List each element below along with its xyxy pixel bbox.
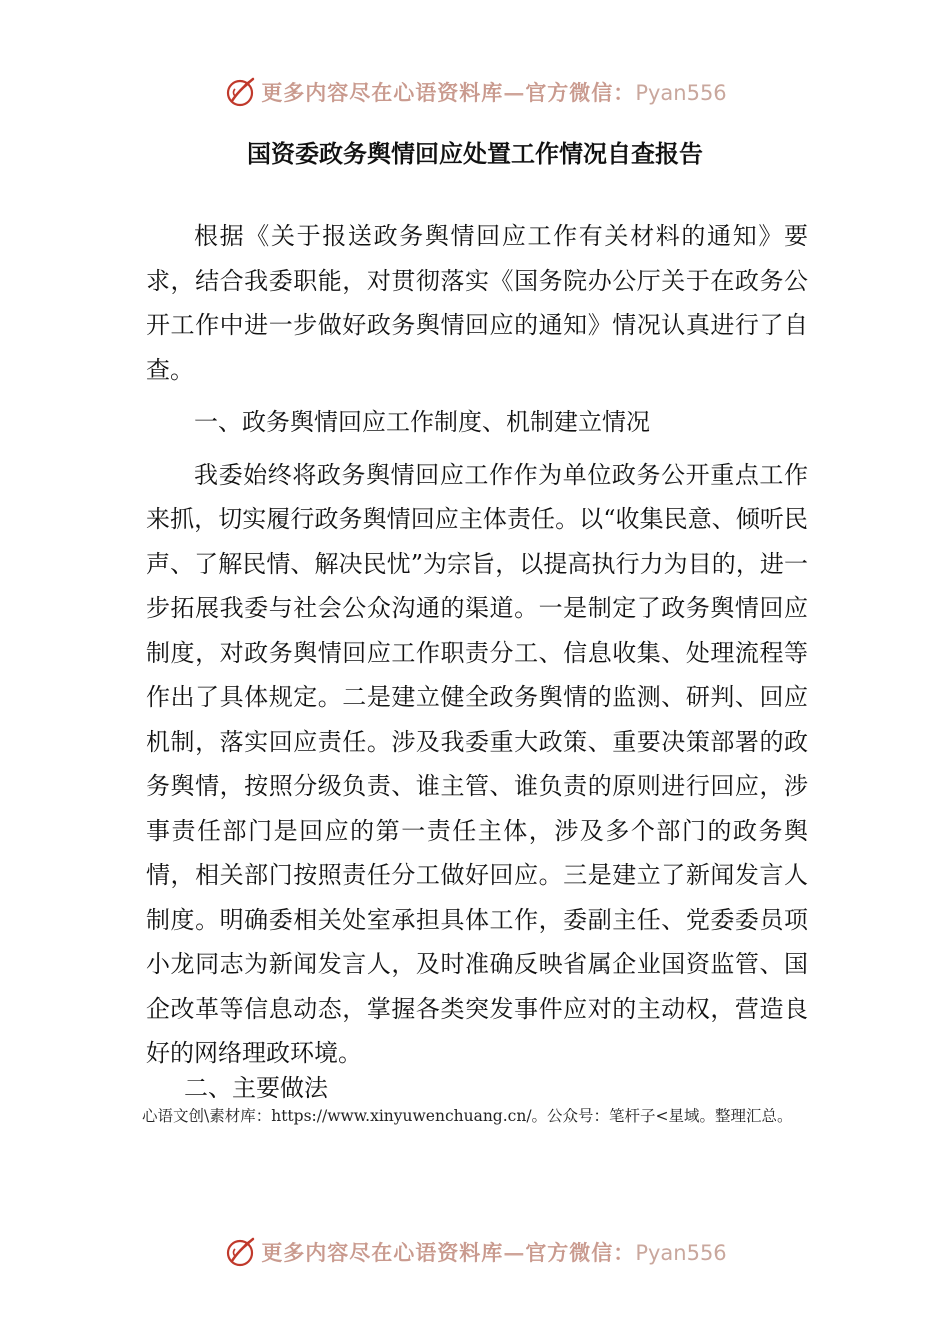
banner-wechat-label: 官方微信： (525, 1240, 636, 1265)
section-two-heading: 二、主要做法 (184, 1074, 328, 1102)
feather-logo-icon (223, 75, 257, 109)
section-one-heading: 一、政务舆情回应工作制度、机制建立情况 (194, 408, 650, 436)
source-footnote: 心语文创\素材库：https://www.xinyuwenchuang.cn/。公众号：笔杆子<星域。整理汇总。 (142, 1107, 793, 1125)
bottom-banner (0, 1232, 950, 1272)
intro-paragraph: 根据《关于报送政务舆情回应工作有关材料的通知》要求，结合我委职能，对贯彻落实《国务院办公厅关于在政务公开工作中进一步做好政务舆情回应的通知》情况认真进行了自查。 (146, 222, 808, 384)
banner-prefix: 更多内容尽在心语资料库 (261, 1240, 504, 1265)
banner-wechat-id: Pyan556 (635, 81, 727, 105)
banner-prefix: 更多内容尽在心语资料库 (261, 80, 504, 105)
banner-text (261, 1237, 726, 1267)
document-body (146, 214, 808, 1084)
banner-wechat-label: 官方微信： (525, 80, 636, 105)
document-title: 国资委政务舆情回应处置工作情况自查报告 (247, 140, 703, 168)
banner-wechat-id: Pyan556 (635, 1241, 727, 1265)
banner-dash: — (503, 1240, 526, 1265)
banner-dash: — (503, 80, 526, 105)
section-one-paragraph: 我委始终将政务舆情回应工作作为单位政务公开重点工作来抓，切实履行政务舆情回应主体责任。以“收集民意、倾听民声、了解民情、解决民忧”为宗旨，以提高执行力为目的，进一步拓展我委与社会公众沟通的渠道。一是制定了政务舆情回应制度，对政务舆情回应工作职责分工、信息收集、处理流程等作出了具体规定。二是建立健全政务舆情的监测、研判、回应机制，落实回应责任。涉及我委重大政策、重要决策部署的政务舆情，按照分级负责、谁主管、谁负责的原则进行回应，涉事责任部门是回应的第一责任主体，涉及多个部门的政务舆情，相关部门按照责任分工做好回应。三是建立了新闻发言人制度。明确委相关处室承担具体工作，委副主任、党委委员项小龙同志为新闻发言人，及时准确反映省属企业国资监管、国企改革等信息动态，掌握各类突发事件应对的主动权，营造良好的网络理政环境。 (146, 460, 808, 1067)
banner-text (261, 77, 726, 107)
top-banner (0, 72, 950, 112)
feather-logo-icon (223, 1235, 257, 1269)
